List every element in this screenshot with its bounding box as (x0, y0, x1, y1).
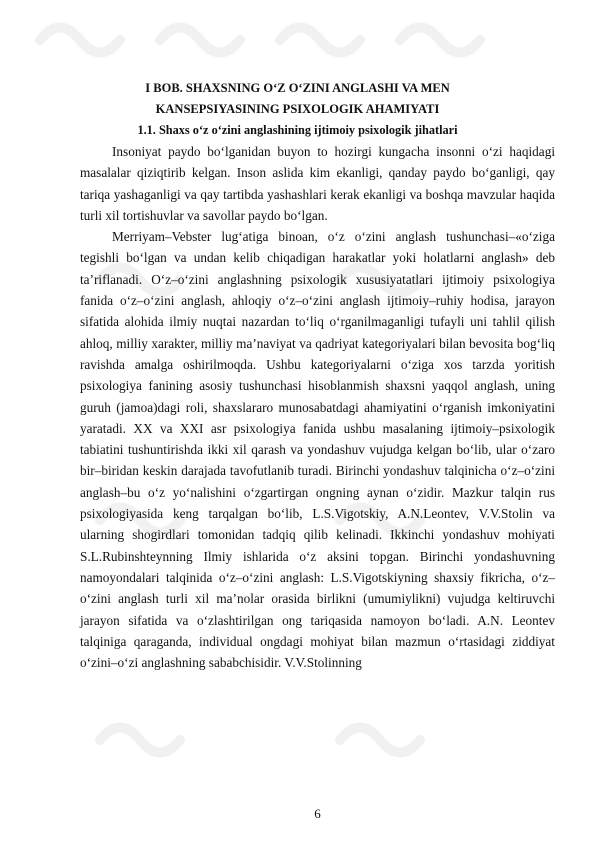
paragraph: Merriyam–Vebster lug‘atiga binoan, o‘z o‘zini anglash tushunchasi–«o‘ziga tegishli bo‘lgan va undan kelib chiqadigan harakatlar yoki holatlarni anglash» deb ta’riflanadi. O‘z–o‘zini anglashning psixologik xususiyatatlari ijtimoiy psixologiya fanida o‘z–o‘zini anglash, ahloqiy o‘z–o‘zini anglash ijtimoiy–ruhiy hodisa, jarayon sifatida alohida ilmiy nuqtai nazardan to‘liq o‘rganilmaganligi tufayli uni tahlil qilish ahloq, milliy xarakter, milliy ma’naviyat va qadriyat kategoriyalari bilan bevosita bog‘liq ravishda amalga oshirilmoqda. Ushbu kategoriyalarni o‘ziga xos tarzda yoritish psixologiya fanining asosiy tushunchasi hisoblanmish shaxsni yaqqol anglash, uning guruh (jamoa)dagi roli, shaxslararo munosabatdagi ahamiyatini o‘rganish imkoniyatini yaratadi. XX va XXI asr psixologiya fanida ushbu masalaning ijtimoiy–psixologik tabiatini tushuntirishda ikki xil qarash va yondashuv vujudga kelgan bo‘lib, ular o‘zaro bir–biridan keskin darajada tavofutlanib turadi. Birinchi yondashuv talqinicha o‘z–o‘zini anglash–bu o‘z yo‘nalishini o‘zgartirgan ongning aynan o‘zidir. Mazkur talqin rus psixologiyasida keng tarqalgan bo‘lib, L.S.Vigotskiy, A.N.Leontev, V.V.Stolin va ularning shogirdlari tomonidan tadqiq qilib kelinadi. Ikkinchi yondashuv mohiyati S.L.Rubinshteynning Ilmiy ishlarida o‘z aksini topgan. Birinchi yondashuvning namoyondalari talqinida o‘z–o‘zini anglash: L.S.Vigotskiyning shaxsiy fikricha, o‘z–o‘zini anglash turli xil ma’nolar orasida birlikni (umumiylikni) vujudga keltiruvchi jarayon sifatida va o‘zlashtirilgan ong tariqasida namoyon bo‘ladi. A.N. Leontev talqiniga qaraganda, individual ongdagi mohiyat bilan mazmun o‘rtasidagi ziddiyat o‘zini–o‘zi anglashning sababchisidir. V.V.Stolinning (80, 229, 555, 671)
page-number: 6 (314, 806, 321, 821)
paragraph: Insoniyat paydo bo‘lganidan buyon to hozirgi kungacha insonni o‘zi haqidagi masalalar qiziqtirib kelgan. Inson aslida kim ekanligi, qanday paydo bo‘ganligi, qay tariqa yashaganligi va qay tartibda yashashlari kerak ekanligi va boshqa mavzular haqida turli xil tortishuvlar va savollar paydo bo‘lgan. (80, 144, 555, 223)
body-text (80, 141, 555, 673)
section-title: 1.1. Shaxs o‘z o‘zini anglashining ijtimoiy psixologik jihatlari (137, 123, 458, 137)
chapter-title-line-2: KANSEPSIYASINING PSIXOLOGIK AHAMIYATI (155, 102, 440, 116)
chapter-title-line-1: I BOB. SHAXSNING O‘Z O‘ZINI ANGLASHI VA MEN (145, 81, 450, 95)
